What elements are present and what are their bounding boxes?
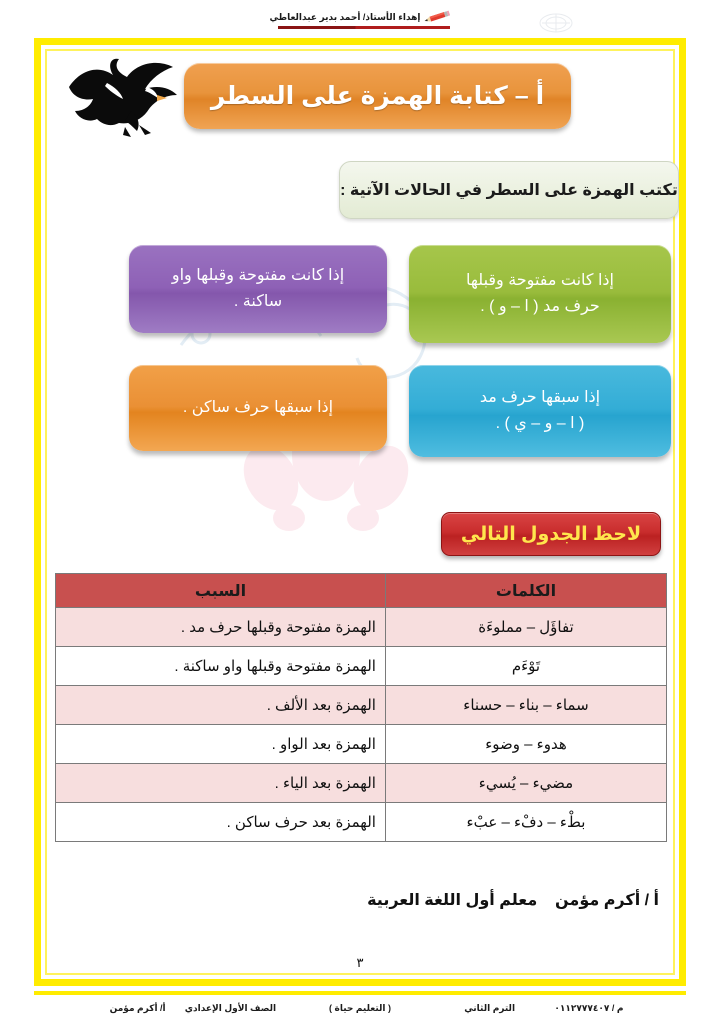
page-frame-outer (34, 38, 686, 986)
cell-words: سماء – بناء – حسناء (385, 686, 666, 725)
eagle-logo-icon (61, 53, 191, 145)
footer-phone: م / ٠١١٢٧٧٧٤٠٧ (554, 1003, 624, 1013)
footer-teacher: أ/ أكرم مؤمن (109, 1003, 166, 1013)
rule-green-line1: إذا كانت مفتوحة وقبلها (466, 271, 614, 289)
table-row (56, 686, 667, 725)
rule-box-blue (409, 365, 671, 457)
rule-box-green (409, 245, 671, 343)
table-row (56, 647, 667, 686)
cell-words: مضيء – يُسيء (385, 764, 666, 803)
cell-reason: الهمزة مفتوحة وقبلها واو ساكنة . (56, 647, 386, 686)
cell-reason: الهمزة بعد الياء . (56, 764, 386, 803)
cell-words: تَوْءَم (385, 647, 666, 686)
table-row (56, 803, 667, 842)
rule-purple-line1: إذا كانت مفتوحة وقبلها واو (171, 266, 345, 284)
cell-reason: الهمزة مفتوحة وقبلها حرف مد . (56, 608, 386, 647)
page-title: أ – كتابة الهمزة على السطر (184, 63, 571, 129)
cell-words: هدوء – وضوء (385, 725, 666, 764)
page-content (41, 45, 679, 979)
rule-blue-line1: إذا سبقها حرف مد (479, 388, 601, 406)
cell-reason: الهمزة بعد الألف . (56, 686, 386, 725)
faded-logo-icon (528, 10, 584, 36)
rule-green-line2: حرف مد ( ا – و ) . (480, 298, 600, 315)
rule-box-orange (129, 365, 387, 451)
rule-box-purple (129, 245, 387, 333)
credit-underline (278, 26, 450, 29)
footer-slogan: ( التعليم حياة ) (329, 1003, 391, 1013)
table-row (56, 608, 667, 647)
note-banner: لاحظ الجدول التالي (441, 512, 661, 556)
rule-orange-line1: إذا سبقها حرف ساكن . (182, 398, 334, 416)
teacher-signature: أ / أكرم مؤمن معلم أول اللغة العربية (367, 892, 659, 909)
cell-reason: الهمزة بعد حرف ساكن . (56, 803, 386, 842)
cell-words: تفاؤَل – مملوءَة (385, 608, 666, 647)
table-header-row (56, 574, 667, 608)
page-number: ٣ (356, 955, 364, 970)
footer-bar (0, 998, 720, 1019)
column-header-words: الكلمات (385, 574, 666, 608)
words-table (55, 573, 667, 842)
footer-grade: الصف الأول الإعدادي (184, 1003, 277, 1013)
table-row (56, 725, 667, 764)
credit-text: إهداء الأستاذ/ أحمد بدير عبدالعاطي (269, 11, 421, 22)
cell-words: بطْء – دفْء – عبْء (385, 803, 666, 842)
pencil-icon (424, 9, 450, 25)
column-header-reason: السبب (56, 574, 386, 608)
top-credit-strip (0, 0, 720, 34)
footer-term: الترم الثاني (464, 1003, 516, 1013)
footer-rule (34, 991, 686, 995)
rule-blue-line2: ( ا – و – ي ) . (495, 415, 585, 432)
cell-reason: الهمزة بعد الواو . (56, 725, 386, 764)
subtitle-box: تكتب الهمزة على السطر في الحالات الآتية : (339, 161, 679, 219)
rule-purple-line2: ساكنة . (233, 293, 283, 310)
table-row (56, 764, 667, 803)
